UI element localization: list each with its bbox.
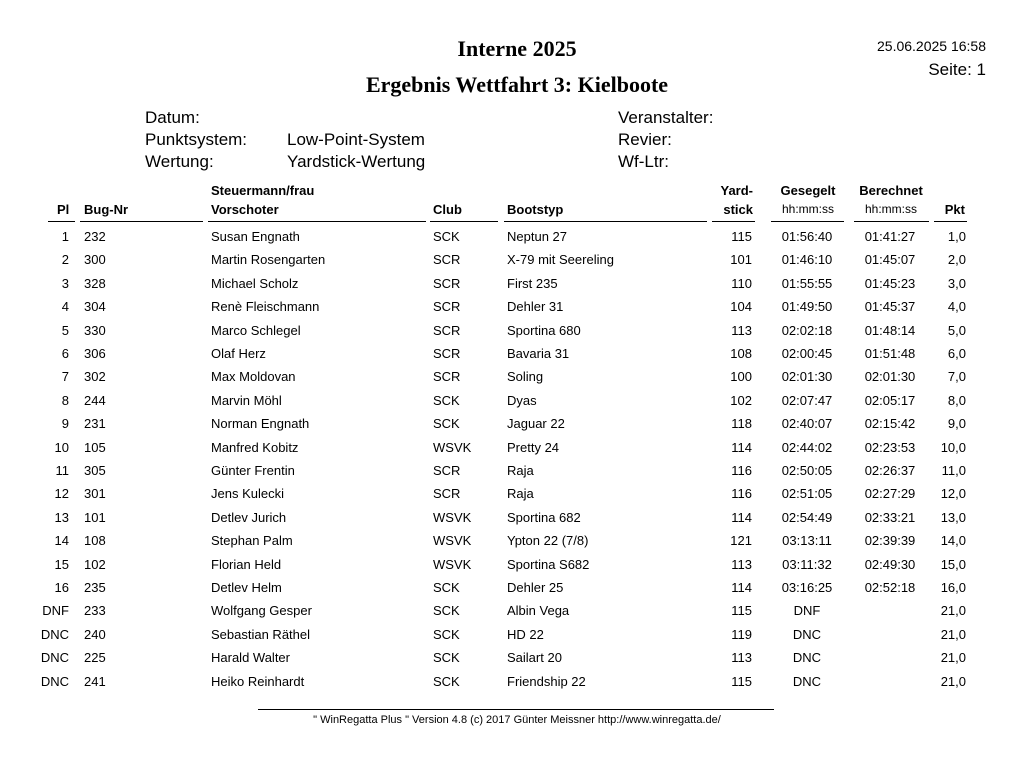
col-berechnet-format: hh:mm:ss xyxy=(864,202,917,216)
cell-bug-nr: 102 xyxy=(84,556,106,572)
cell-name: Norman Engnath xyxy=(211,416,310,432)
cell-boat: Dehler 31 xyxy=(507,299,564,315)
cell-bug-nr: 328 xyxy=(84,275,106,291)
report-title: Interne 2025 xyxy=(457,36,577,61)
cell-yardstick: 100 xyxy=(730,369,752,385)
cell-pkt: 6,0 xyxy=(947,346,966,361)
punktsystem-value: Low-Point-System xyxy=(287,130,425,149)
cell-berechnet: 01:45:07 xyxy=(864,252,916,268)
cell-boat: Ypton 22 (7/8) xyxy=(507,533,589,549)
cell-boat: Sportina 682 xyxy=(507,509,581,525)
cell-name: Manfred Kobitz xyxy=(211,439,299,455)
cell-berechnet: 01:41:27 xyxy=(864,229,916,244)
cell-boat: Sportina 680 xyxy=(507,322,581,338)
cell-pkt: 21,0 xyxy=(940,626,966,642)
cell-yardstick: 119 xyxy=(731,626,752,642)
cell-name: Florian Held xyxy=(211,556,282,572)
cell-bug-nr: 232 xyxy=(84,229,106,244)
cell-bug-nr: 231 xyxy=(84,416,106,432)
cell-boat: X-79 mit Seereling xyxy=(507,252,614,268)
cell-name: Heiko Reinhardt xyxy=(211,673,305,689)
cell-berechnet: 02:52:18 xyxy=(864,580,916,595)
wertung-label: Wertung: xyxy=(145,152,214,171)
cell-boat: First 235 xyxy=(507,275,558,291)
cell-bug-nr: 233 xyxy=(84,603,106,619)
cell-pkt: 15,0 xyxy=(940,556,966,572)
header-underline-yard xyxy=(712,221,755,222)
cell-berechnet: 02:01:30 xyxy=(864,369,916,385)
cell-pl: 8 xyxy=(61,392,69,408)
cell-pl: 6 xyxy=(61,346,69,361)
cell-yardstick: 114 xyxy=(731,580,752,595)
cell-boat: Raja xyxy=(507,486,534,502)
cell-club: SCR xyxy=(433,322,461,338)
cell-gesegelt: 02:01:30 xyxy=(781,369,833,385)
cell-bug-nr: 108 xyxy=(84,533,106,549)
cell-pkt: 3,0 xyxy=(947,275,966,291)
cell-yardstick: 118 xyxy=(731,416,752,432)
cell-name: Max Moldovan xyxy=(211,369,296,385)
cell-boat: Raja xyxy=(507,463,534,478)
cell-gesegelt: 02:40:07 xyxy=(781,416,833,432)
cell-boat: Bavaria 31 xyxy=(507,346,570,361)
cell-boat: Jaguar 22 xyxy=(507,416,565,432)
col-club: Club xyxy=(433,202,462,217)
cell-berechnet: 01:51:48 xyxy=(864,346,916,361)
cell-yardstick: 102 xyxy=(730,392,752,408)
cell-pl: DNC xyxy=(40,626,69,642)
cell-yardstick: 115 xyxy=(731,603,752,619)
cell-pkt: 1,0 xyxy=(947,229,966,244)
cell-pl: 9 xyxy=(61,416,69,432)
cell-gesegelt: 02:54:49 xyxy=(781,509,833,525)
cell-gesegelt: 02:51:05 xyxy=(781,486,833,502)
cell-yardstick: 116 xyxy=(731,463,752,478)
footer-text: " WinRegatta Plus " Version 4.8 (c) 2017 Günter Meissner http://www.winregatta.de/ xyxy=(313,714,721,726)
cell-club: SCK xyxy=(433,603,460,619)
cell-bug-nr: 105 xyxy=(84,439,106,455)
header-underline-bug xyxy=(80,221,203,222)
col-steuermann: Steuermann/frau xyxy=(211,183,315,198)
cell-yardstick: 115 xyxy=(731,229,752,244)
punktsystem-label: Punktsystem: xyxy=(145,130,248,149)
cell-pl: 7 xyxy=(61,369,69,385)
cell-name: Olaf Herz xyxy=(211,346,266,361)
col-bootstyp: Bootstyp xyxy=(507,202,564,217)
header-underline-berechnet xyxy=(854,221,929,222)
cell-pkt: 12,0 xyxy=(940,486,966,502)
cell-name: Günter Frentin xyxy=(211,463,295,478)
cell-boat: Friendship 22 xyxy=(507,673,586,689)
cell-yardstick: 101 xyxy=(730,252,752,268)
cell-pl: 2 xyxy=(61,252,69,268)
page-number: Seite: 1 xyxy=(928,60,986,79)
cell-pkt: 21,0 xyxy=(940,603,966,619)
cell-pkt: 8,0 xyxy=(947,392,966,408)
cell-bug-nr: 305 xyxy=(84,463,106,478)
cell-boat: Dehler 25 xyxy=(507,580,564,595)
cell-berechnet: 02:33:21 xyxy=(864,509,916,525)
cell-club: SCK xyxy=(433,626,460,642)
cell-name: Jens Kulecki xyxy=(211,486,284,502)
cell-club: SCK xyxy=(433,650,460,666)
cell-bug-nr: 304 xyxy=(84,299,106,315)
cell-name: Wolfgang Gesper xyxy=(211,603,312,619)
cell-pkt: 2,0 xyxy=(947,252,966,268)
report-subtitle: Ergebnis Wettfahrt 3: Kielboote xyxy=(365,72,669,97)
cell-yardstick: 114 xyxy=(731,439,752,455)
col-stick: stick xyxy=(723,202,753,217)
cell-club: SCR xyxy=(433,486,461,502)
cell-gesegelt: DNF xyxy=(793,603,821,619)
cell-gesegelt: 03:16:25 xyxy=(781,580,833,595)
cell-gesegelt: 03:13:11 xyxy=(782,533,832,549)
cell-boat: Sailart 20 xyxy=(507,650,562,666)
cell-pkt: 13,0 xyxy=(940,509,966,525)
cell-club: SCK xyxy=(433,673,460,689)
cell-pkt: 11,0 xyxy=(941,463,966,478)
cell-name: Susan Engnath xyxy=(211,229,300,244)
cell-yardstick: 110 xyxy=(731,275,752,291)
cell-yardstick: 115 xyxy=(731,673,752,689)
cell-club: SCR xyxy=(433,346,461,361)
cell-yardstick: 104 xyxy=(730,299,752,315)
cell-boat: Neptun 27 xyxy=(507,229,567,244)
wertung-value: Yardstick-Wertung xyxy=(287,152,426,171)
cell-pkt: 7,0 xyxy=(947,369,966,385)
col-pkt: Pkt xyxy=(944,202,965,217)
cell-club: WSVK xyxy=(433,439,472,455)
cell-berechnet: 02:23:53 xyxy=(864,439,916,455)
cell-berechnet: 02:05:17 xyxy=(864,392,916,408)
cell-club: SCR xyxy=(433,463,461,478)
cell-berechnet: 02:49:30 xyxy=(864,556,916,572)
cell-pl: 12 xyxy=(54,486,69,502)
cell-club: SCR xyxy=(433,252,461,268)
cell-pl: DNC xyxy=(40,650,69,666)
cell-club: SCR xyxy=(433,369,461,385)
cell-yardstick: 116 xyxy=(731,486,752,502)
col-gesegelt-format: hh:mm:ss xyxy=(781,202,834,216)
cell-pl: 10 xyxy=(54,439,69,455)
cell-bug-nr: 306 xyxy=(84,346,106,361)
cell-berechnet: 01:48:14 xyxy=(864,322,916,338)
cell-berechnet: 02:15:42 xyxy=(864,416,916,432)
cell-pkt: 14,0 xyxy=(940,533,966,549)
cell-yardstick: 113 xyxy=(731,322,752,338)
cell-pkt: 21,0 xyxy=(940,650,966,666)
cell-pl: 14 xyxy=(54,533,69,549)
cell-pkt: 9,0 xyxy=(947,416,966,432)
cell-gesegelt: 01:56:40 xyxy=(781,229,833,244)
col-yard: Yard- xyxy=(720,183,753,198)
cell-pl: 15 xyxy=(54,556,69,572)
cell-bug-nr: 241 xyxy=(84,673,106,689)
cell-gesegelt: 02:02:18 xyxy=(781,322,833,338)
cell-name: Michael Scholz xyxy=(211,275,299,291)
cell-yardstick: 114 xyxy=(731,509,752,525)
cell-gesegelt: DNC xyxy=(792,673,822,689)
cell-pl: 11 xyxy=(55,463,69,478)
header-underline-gesegelt xyxy=(771,221,844,222)
cell-berechnet: 02:39:39 xyxy=(864,533,916,549)
cell-bug-nr: 225 xyxy=(84,650,106,666)
cell-pkt: 5,0 xyxy=(947,322,966,338)
cell-pl: 4 xyxy=(61,299,69,315)
cell-pl: 5 xyxy=(61,322,69,338)
cell-club: SCK xyxy=(433,229,460,244)
cell-boat: Sportina S682 xyxy=(507,556,590,572)
cell-club: WSVK xyxy=(433,556,472,572)
veranstalter-label: Veranstalter: xyxy=(618,108,714,127)
cell-name: Stephan Palm xyxy=(211,533,293,549)
header-underline-club xyxy=(430,221,498,222)
cell-boat: Dyas xyxy=(507,392,537,408)
cell-boat: Albin Vega xyxy=(507,603,570,619)
cell-pkt: 4,0 xyxy=(947,299,966,315)
cell-pl: 16 xyxy=(54,580,69,595)
header-underline-pkt xyxy=(934,221,967,222)
cell-name: Marvin Möhl xyxy=(211,392,282,408)
cell-bug-nr: 101 xyxy=(84,509,106,525)
cell-club: SCK xyxy=(433,580,460,595)
wfltr-label: Wf-Ltr: xyxy=(618,152,669,171)
cell-gesegelt: 01:46:10 xyxy=(781,252,833,268)
cell-gesegelt: 02:44:02 xyxy=(781,439,833,455)
cell-gesegelt: 01:49:50 xyxy=(781,299,833,315)
print-datetime: 25.06.2025 16:58 xyxy=(877,38,986,54)
cell-boat: HD 22 xyxy=(507,626,544,642)
cell-name: Detlev Helm xyxy=(211,580,282,595)
cell-bug-nr: 300 xyxy=(84,252,106,268)
cell-pkt: 16,0 xyxy=(940,580,966,595)
header-underline-boat xyxy=(504,221,707,222)
cell-boat: Soling xyxy=(507,369,544,385)
revier-label: Revier: xyxy=(618,130,672,149)
cell-pkt: 21,0 xyxy=(940,673,966,689)
footer-divider xyxy=(258,709,774,710)
cell-club: SCR xyxy=(433,275,461,291)
cell-club: SCR xyxy=(433,299,461,315)
datum-label: Datum: xyxy=(145,108,200,127)
cell-yardstick: 113 xyxy=(731,650,752,666)
header-underline-pl xyxy=(48,221,75,222)
cell-yardstick: 121 xyxy=(730,533,752,549)
col-bug-nr: Bug-Nr xyxy=(84,202,129,217)
cell-name: Renè Fleischmann xyxy=(211,299,320,315)
cell-pl: 1 xyxy=(61,229,69,244)
cell-bug-nr: 301 xyxy=(84,486,106,502)
cell-pl: 13 xyxy=(54,509,69,525)
cell-name: Martin Rosengarten xyxy=(211,252,326,268)
cell-bug-nr: 240 xyxy=(84,626,106,642)
cell-gesegelt: 02:00:45 xyxy=(781,346,833,361)
cell-pl: DNF xyxy=(42,603,69,619)
cell-name: Harald Walter xyxy=(211,650,290,666)
cell-club: SCK xyxy=(433,416,460,432)
cell-pl: 3 xyxy=(61,275,69,291)
cell-bug-nr: 235 xyxy=(84,580,106,595)
cell-yardstick: 113 xyxy=(731,556,752,572)
cell-bug-nr: 302 xyxy=(84,369,106,385)
cell-berechnet: 02:26:37 xyxy=(864,463,916,478)
cell-gesegelt: DNC xyxy=(792,650,822,666)
cell-club: SCK xyxy=(433,392,460,408)
cell-gesegelt: 02:07:47 xyxy=(781,392,833,408)
cell-boat: Pretty 24 xyxy=(507,439,560,455)
cell-berechnet: 01:45:23 xyxy=(864,275,916,291)
cell-name: Sebastian Räthel xyxy=(211,626,311,642)
cell-gesegelt: 03:11:32 xyxy=(782,556,832,572)
cell-gesegelt: 02:50:05 xyxy=(781,463,833,478)
cell-berechnet: 02:27:29 xyxy=(864,486,916,502)
cell-gesegelt: 01:55:55 xyxy=(781,275,833,291)
cell-club: WSVK xyxy=(433,509,472,525)
cell-gesegelt: DNC xyxy=(792,626,822,642)
col-vorschoter: Vorschoter xyxy=(211,202,279,217)
cell-berechnet: 01:45:37 xyxy=(864,299,916,315)
cell-club: WSVK xyxy=(433,533,472,549)
cell-bug-nr: 330 xyxy=(84,322,106,338)
col-pl: Pl xyxy=(57,202,70,217)
cell-name: Detlev Jurich xyxy=(211,509,287,525)
cell-pl: DNC xyxy=(40,673,69,689)
cell-bug-nr: 244 xyxy=(84,392,106,408)
cell-pkt: 10,0 xyxy=(940,439,966,455)
cell-name: Marco Schlegel xyxy=(211,322,301,338)
col-berechnet: Berechnet xyxy=(859,183,923,198)
col-gesegelt: Gesegelt xyxy=(780,183,836,198)
header-underline-name xyxy=(208,221,426,222)
cell-yardstick: 108 xyxy=(730,346,752,361)
